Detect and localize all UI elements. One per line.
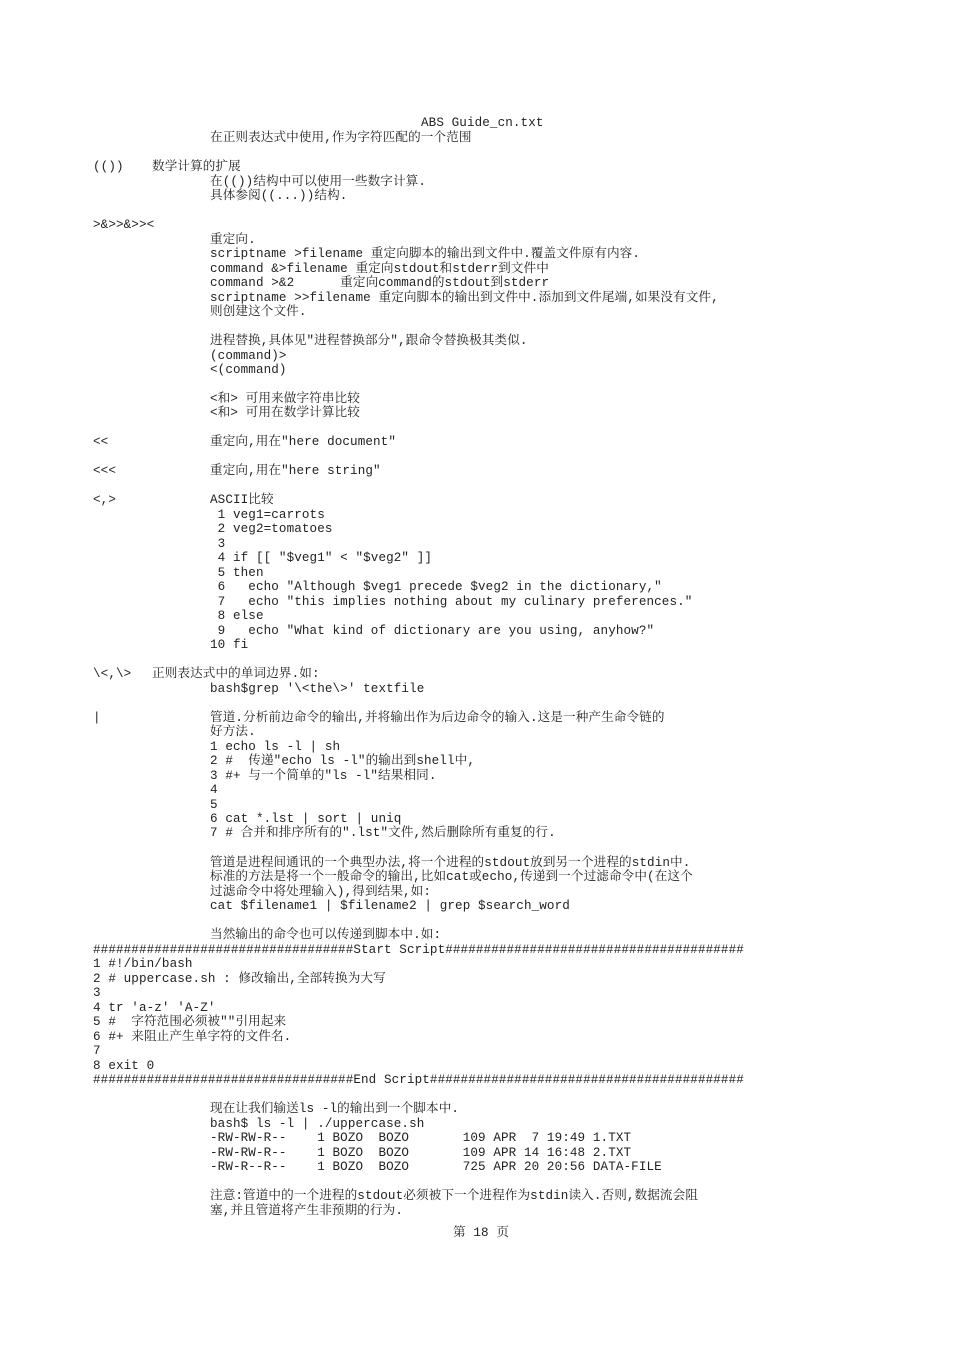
- document-line: 4 tr 'a-z' 'A-Z': [93, 1001, 216, 1015]
- document-line: <,>: [93, 493, 116, 507]
- document-header-title: ABS Guide_cn.txt: [421, 116, 544, 130]
- document-line: >&>>&>><: [93, 218, 155, 232]
- document-line: 8 else: [210, 609, 264, 623]
- document-line: 管道.分析前边命令的输出,并将输出作为后边命令的输入.这是一种产生命令链的: [210, 711, 665, 725]
- document-line: scriptname >filename 重定向脚本的输出到文件中.覆盖文件原有内容.: [210, 247, 640, 261]
- document-line: 8 exit 0: [93, 1059, 155, 1073]
- document-line: \<,\>: [93, 667, 132, 681]
- document-line: 9 echo "What kind of dictionary are you using, anyhow?": [210, 624, 655, 638]
- document-line: 重定向,用在"here string": [210, 464, 381, 478]
- document-line: (command)>: [210, 349, 287, 363]
- document-line: 管道是进程间通讯的一个典型办法,将一个进程的stdout放到另一个进程的stdin中.: [210, 856, 691, 870]
- document-line: 重定向,用在"here document": [210, 435, 396, 449]
- document-line: 10 fi: [210, 638, 249, 652]
- document-line: 7 echo "this implies nothing about my culinary preferences.": [210, 595, 693, 609]
- document-line: <<: [93, 435, 109, 449]
- document-line: -RW-RW-R-- 1 BOZO BOZO 109 APR 14 16:48 2.TXT: [210, 1146, 632, 1160]
- document-line: (()): [93, 160, 124, 174]
- document-line: 7 # 合并和排序所有的".lst"文件,然后删除所有重复的行.: [210, 826, 556, 840]
- document-line: ##################################Start Script#######################################: [93, 943, 744, 957]
- document-line: 6 #+ 来阻止产生单字符的文件名.: [93, 1030, 292, 1044]
- document-line: 重定向.: [210, 233, 256, 247]
- document-line: 6 echo "Although $veg1 precede $veg2 in the dictionary,": [210, 580, 662, 594]
- document-line: 3: [210, 537, 226, 551]
- document-line: <和> 可用在数学计算比较: [210, 406, 360, 420]
- document-line: command >&2 重定向command的stdout到stderr: [210, 276, 550, 290]
- document-line: 7: [93, 1044, 101, 1058]
- document-line: 1 #!/bin/bash: [93, 957, 193, 971]
- document-line: bash$ ls -l | ./uppercase.sh: [210, 1117, 425, 1131]
- document-line: 4 if [[ "$veg1" < "$veg2" ]]: [210, 551, 433, 565]
- document-line: 5: [210, 798, 218, 812]
- document-line: 5 # 字符范围必须被""引用起来: [93, 1015, 287, 1029]
- document-line: 2 # 传递"echo ls -l"的输出到shell中,: [210, 754, 475, 768]
- document-line: 在正则表达式中使用,作为字符匹配的一个范围: [210, 131, 472, 145]
- document-line: 1 echo ls -l | sh: [210, 740, 341, 754]
- document-line: <(command): [210, 363, 287, 377]
- document-line: 当然输出的命令也可以传递到脚本中.如:: [210, 928, 442, 942]
- document-line: 现在让我们输送ls -l的输出到一个脚本中.: [210, 1102, 460, 1116]
- document-line: 标准的方法是将一个一般命令的输出,比如cat或echo,传递到一个过滤命令中(在这个: [210, 870, 693, 884]
- document-line: 6 cat *.lst | sort | uniq: [210, 812, 402, 826]
- document-line: bash$grep '\<the\>' textfile: [210, 682, 425, 696]
- document-line: -RW-R--R-- 1 BOZO BOZO 725 APR 20 20:56 DATA-FILE: [210, 1160, 662, 1174]
- document-line: 3 #+ 与一个简单的"ls -l"结果相同.: [210, 769, 437, 783]
- document-line: 1 veg1=carrots: [210, 508, 325, 522]
- document-line: 塞,并且管道将产生非预期的行为.: [210, 1204, 404, 1218]
- document-line: 进程替换,具体见"进程替换部分",跟命令替换极其类似.: [210, 334, 528, 348]
- document-line: cat $filename1 | $filename2 | grep $search_word: [210, 899, 570, 913]
- document-line: command &>filename 重定向stdout和stderr到文件中: [210, 262, 549, 276]
- document-line: scriptname >>filename 重定向脚本的输出到文件中.添加到文件尾端,如果没有文件,: [210, 291, 719, 305]
- document-line: 3: [93, 986, 101, 1000]
- document-line: 数学计算的扩展: [152, 160, 241, 174]
- document-line: 2 # uppercase.sh : 修改输出,全部转换为大写: [93, 972, 386, 986]
- document-line: 则创建这个文件.: [210, 305, 307, 319]
- document-line: 4: [210, 783, 218, 797]
- document-line: 5 then: [210, 566, 264, 580]
- document-line: 正则表达式中的单词边界.如:: [152, 667, 320, 681]
- document-line: ASCII比较: [210, 493, 274, 507]
- document-line: 在(())结构中可以使用一些数字计算.: [210, 175, 426, 189]
- document-line: <和> 可用来做字符串比较: [210, 392, 360, 406]
- document-line: <<<: [93, 464, 116, 478]
- page-number-footer: 第 18 页: [453, 1226, 510, 1240]
- document-line: 具体参阅((...))结构.: [210, 189, 348, 203]
- document-line: 过滤命令中将处理输入),得到结果,如:: [210, 885, 432, 899]
- document-line: 好方法.: [210, 725, 256, 739]
- document-line: 2 veg2=tomatoes: [210, 522, 333, 536]
- document-line: -RW-RW-R-- 1 BOZO BOZO 109 APR 7 19:49 1.TXT: [210, 1131, 632, 1145]
- document-line: |: [93, 711, 101, 725]
- document-line: 注意:管道中的一个进程的stdout必须被下一个进程作为stdin读入.否则,数据流会阻: [210, 1189, 699, 1203]
- document-line: ##################################End Script#########################################: [93, 1073, 744, 1087]
